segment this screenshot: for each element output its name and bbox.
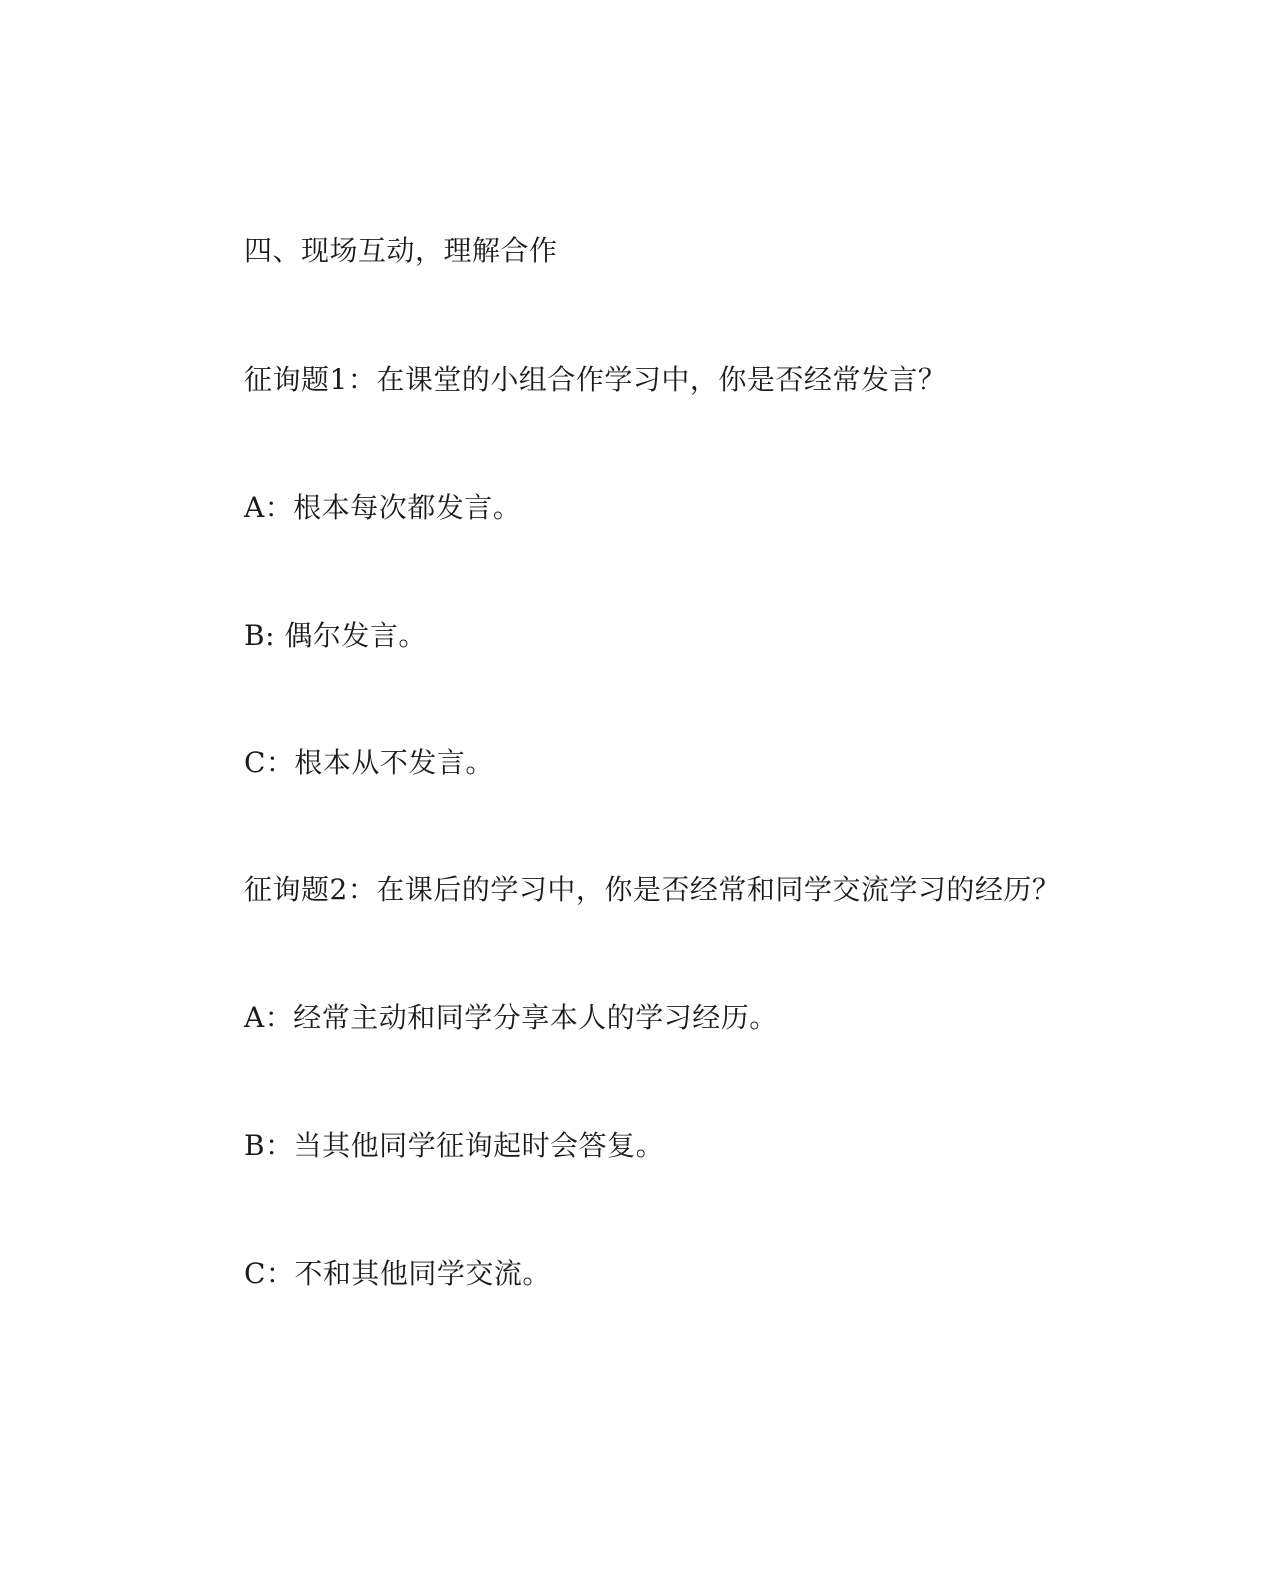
question-1-option-a: A：根本每次都发言。 bbox=[244, 491, 522, 524]
section-heading: 四、现场互动，理解合作 bbox=[244, 234, 558, 267]
question-2-option-b: B：当其他同学征询起时会答复。 bbox=[244, 1129, 665, 1162]
question-1-option-c: C：根本从不发言。 bbox=[244, 746, 494, 779]
question-1: 征询题1：在课堂的小组合作学习中，你是否经常发言？ bbox=[244, 363, 947, 396]
question-2-option-c: C：不和其他同学交流。 bbox=[244, 1257, 551, 1290]
question-2-option-a: A：经常主动和同学分享本人的学习经历。 bbox=[244, 1001, 778, 1034]
question-1-option-b: B: 偶尔发言。 bbox=[244, 619, 427, 652]
question-2: 征询题2：在课后的学习中，你是否经常和同学交流学习的经历？ bbox=[244, 873, 1061, 906]
